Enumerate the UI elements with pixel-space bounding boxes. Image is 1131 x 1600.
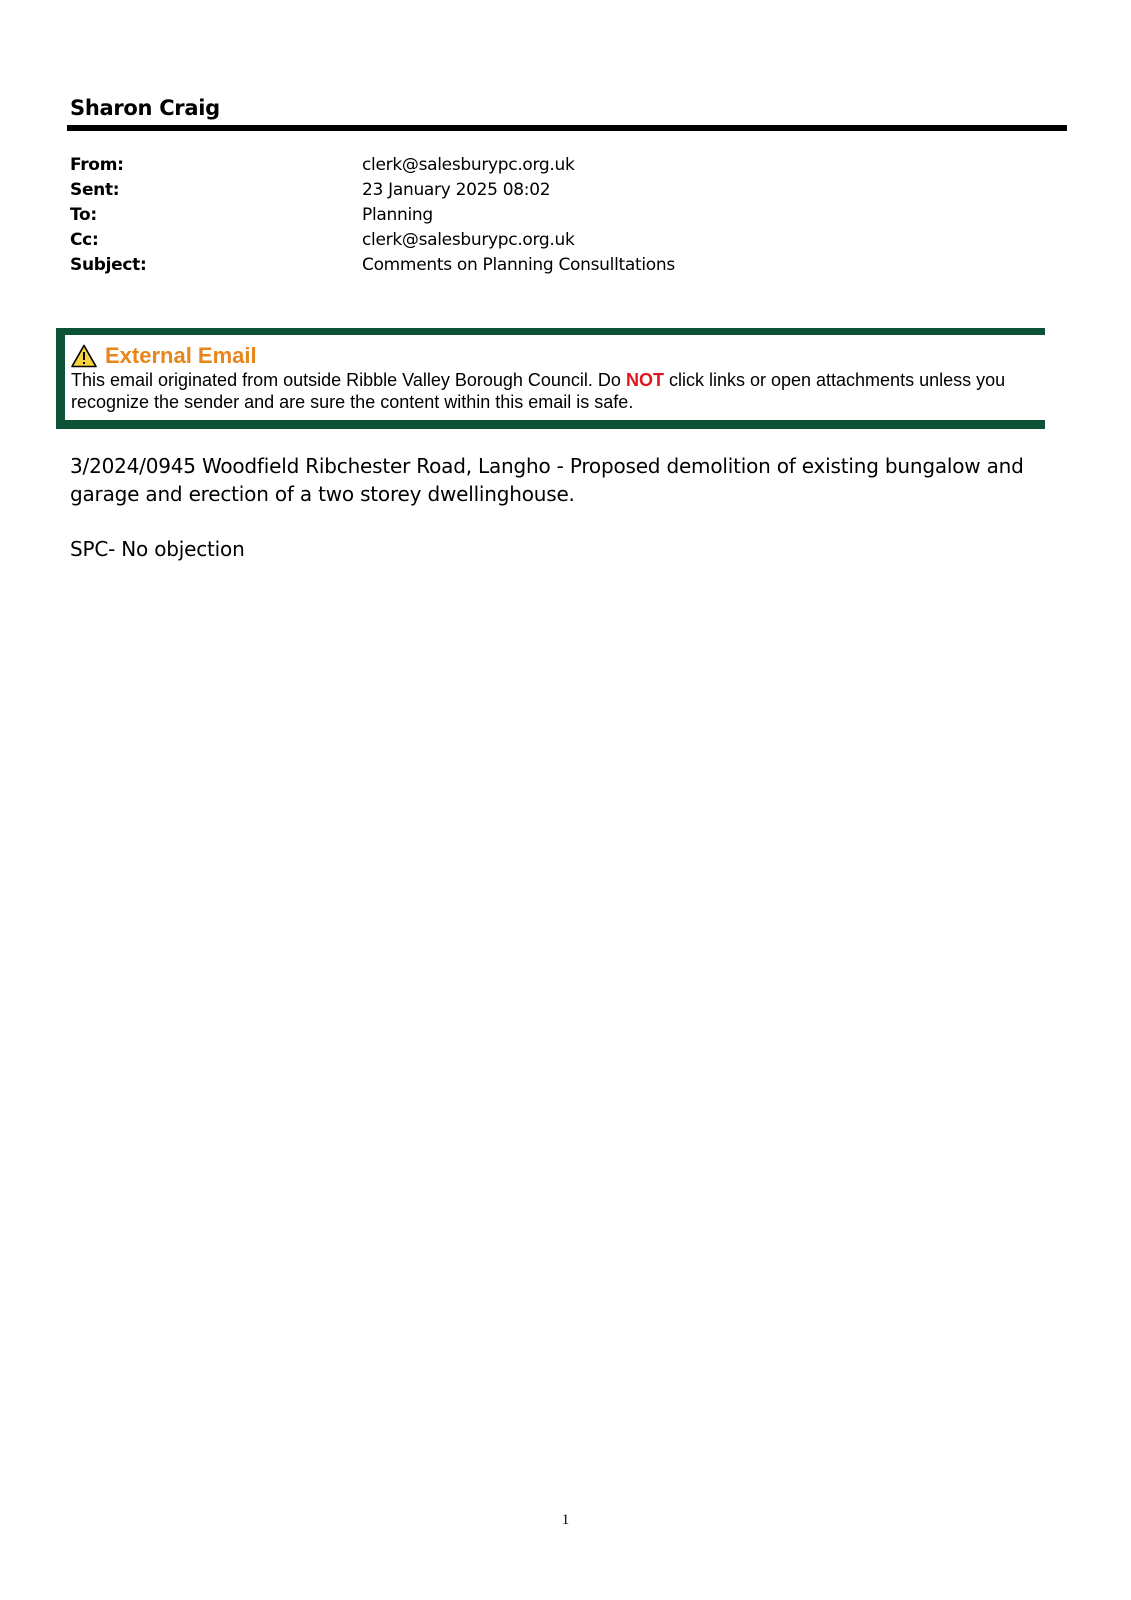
banner-message (71, 369, 1051, 413)
warning-triangle-icon (71, 344, 97, 368)
header-label: From: (70, 154, 124, 175)
email-headers (70, 152, 1050, 277)
header-label: Cc: (70, 229, 99, 250)
header-row-from (70, 152, 1050, 177)
header-row-sent (70, 177, 1050, 202)
header-row-subject (70, 252, 1050, 277)
subject-value: Comments on Planning Consulltations (362, 254, 675, 275)
banner-text-after: click links or open attachments unless you recognize the sender and are sure the content within this email is safe. (71, 370, 1006, 412)
page-number: 1 (561, 1512, 570, 1528)
banner-text-before: This email originated from outside Ribble Valley Borough Council. Do (71, 370, 626, 390)
banner-title: External Email (105, 343, 257, 368)
header-row-cc (70, 227, 1050, 252)
body-paragraph: 3/2024/0945 Woodfield Ribchester Road, Langho - Proposed demolition of existing bungalow and garage and erection of a two storey dwellinghouse. (70, 454, 1024, 506)
to-value: Planning (362, 204, 433, 225)
banner-emphasis: NOT (625, 370, 664, 390)
external-email-banner (56, 328, 1045, 429)
header-label: To: (70, 204, 97, 225)
header-divider (67, 125, 1067, 131)
sent-value: 23 January 2025 08:02 (362, 179, 551, 200)
header-row-to (70, 202, 1050, 227)
cc-value: clerk@salesburypc.org.uk (362, 229, 575, 250)
header-label: Subject: (70, 254, 147, 275)
header-label: Sent: (70, 179, 120, 200)
from-value: clerk@salesburypc.org.uk (362, 154, 575, 175)
sender-name: Sharon Craig (70, 96, 220, 120)
body-paragraph: SPC- No objection (70, 537, 245, 561)
email-body (70, 452, 1060, 590)
